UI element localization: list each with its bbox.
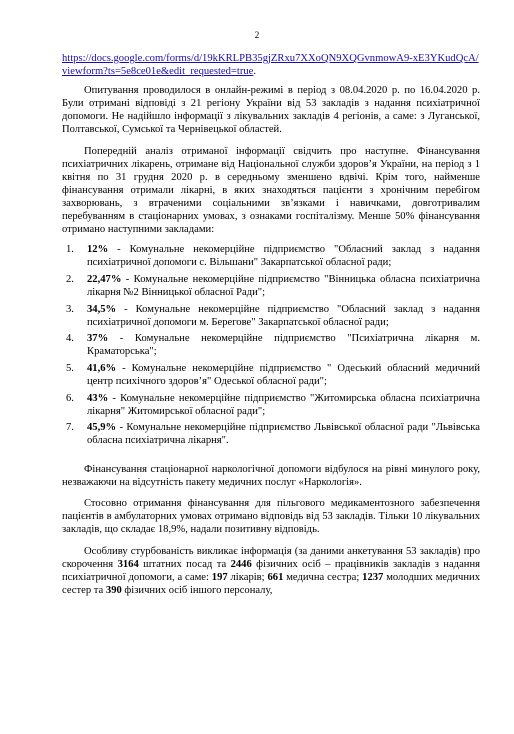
junior-nurses-count: 1237	[362, 571, 384, 583]
facility-text: - Комунальне некомерційне підприємство Львівської обласної ради "Львівська обласна психіатрична лікарня".	[87, 422, 480, 447]
other-staff-count: 390	[105, 584, 122, 596]
list-item-number: 5.	[66, 362, 74, 374]
staff-text: штатних посад та	[138, 558, 231, 570]
facility-text: - Комунальне некомерційне підприємство "Психіатрична лікарня м. Краматорська";	[87, 333, 480, 358]
funding-percent: 37%	[87, 333, 109, 345]
list-item-number: 4.	[66, 333, 74, 345]
link-suffix: .	[253, 66, 257, 78]
staff-text: молодших медичних сестер та	[62, 571, 480, 596]
survey-link-line	[62, 52, 480, 78]
funding-percent: 43%	[87, 392, 109, 404]
staff-persons-count: 2446	[230, 558, 252, 570]
funding-percent: 41,6%	[87, 362, 117, 374]
analysis-paragraph: Попередній аналіз отриманої інформації свідчить про наступне. Фінансування психіатричних лікарень, отримане від Національної служби здоров’я України, на період з 1 квітня по 31 грудня 2020 р. в середньому зменшено вдвічі. Крім того, найменше фінансування отримали лікарні, в яких знаходяться пацієнти з хронічним перебігом захворювань, з втраченими соціальними зв’язками і навичками, довготривалим перебуванням в стаціонарних умовах, з ознаками госпіталізму. Менше 50% фінансування отримано наступними закладами:	[62, 145, 480, 236]
medicines-paragraph: Стосовно отримання фінансування для пільгового медикаментозного забезпечення пацієнтів в амбулаторних умовах отримано відповідь від 53 закладів. Тільки 10 лікувальних закладів, що складає 18,9%, надали позитивну відповідь.	[62, 498, 480, 536]
narcology-paragraph: Фінансування стаціонарної наркологічної допомоги відбулося на рівні минулого року, незважаючи на відсутність пакету медичних послуг «Наркологія».	[62, 464, 480, 489]
survey-paragraph: Опитування проводилося в онлайн-режимі в період з 08.04.2020 р. по 16.04.2020 р. Були отримані відповіді з 21 регіону України від 53 закладів з надання психіатричної допомоги. Не надійшло інформації з лікувальних закладів 4 регіонів, а саме: з Луганської, Полтавської, Сумської та Чернівецької областей.	[62, 85, 480, 136]
list-item	[62, 332, 480, 358]
facility-text: - Комунальне некомерційне підприємство "Житомирська обласна психіатрична лікарня" Житомирської обласної ради";	[87, 392, 480, 417]
staff-text: фізичних осіб – працівників закладів з надання психіатричної допомоги, а саме:	[62, 558, 480, 583]
list-item	[62, 392, 480, 418]
list-item-number: 2.	[66, 273, 74, 285]
nurses-count: 661	[267, 571, 284, 583]
staff-text: Особливу стурбованість викликає інформація (за даними анкетування 53 закладів) про скорочення	[62, 545, 480, 570]
staff-positions-count: 3164	[117, 558, 139, 570]
page-number: 2	[254, 30, 260, 40]
funding-percent: 34,5%	[87, 303, 117, 315]
page-content	[62, 52, 480, 597]
list-item	[62, 421, 480, 447]
list-item	[62, 303, 480, 329]
staff-reduction-paragraph	[62, 545, 480, 597]
funding-percent: 45,9%	[87, 422, 117, 434]
list-item-number: 3.	[66, 303, 74, 315]
staff-text: фізичних осіб іншого персоналу,	[121, 584, 273, 596]
funding-percent: 22,47%	[87, 273, 122, 285]
facility-text: - Комунальне некомерційне підприємство "Обласний заклад з надання психіатричної допомоги м. Берегове" Закарпатської обласної ради;	[87, 303, 480, 328]
list-item	[62, 273, 480, 299]
list-item	[62, 243, 480, 269]
underfunded-facilities-list	[62, 243, 480, 447]
list-item-number: 1.	[66, 244, 74, 256]
list-item-number: 7.	[66, 422, 74, 434]
list-item	[62, 362, 480, 388]
facility-text: - Комунальне некомерційне підприємство " Одеський обласний медичний центр психічного здоров’я" Одеської обласної ради";	[87, 362, 480, 388]
staff-text: лікарів;	[227, 571, 268, 583]
survey-form-link[interactable]: https://docs.google.com/forms/d/19kKRLPB35gjZRxu7XXoQN9XQGvnmowA9-xE3YKudQcA/viewform?ts=5e8ce01e&edit_requested=true	[62, 53, 479, 78]
spacer	[62, 451, 480, 463]
staff-text: медична сестра;	[283, 571, 363, 583]
doctors-count: 197	[211, 571, 228, 583]
facility-text: - Комунальне некомерційне підприємство "Вінницька обласна психіатрична лікарня №2 Вінницької обласної Ради";	[87, 273, 480, 298]
funding-percent: 12%	[87, 244, 109, 256]
facility-text: - Комунальне некомерційне підприємство "Обласний заклад з надання психіатричної допомоги с. Вільшани" Закарпатської обласної ради;	[87, 244, 480, 269]
list-item-number: 6.	[66, 392, 74, 404]
